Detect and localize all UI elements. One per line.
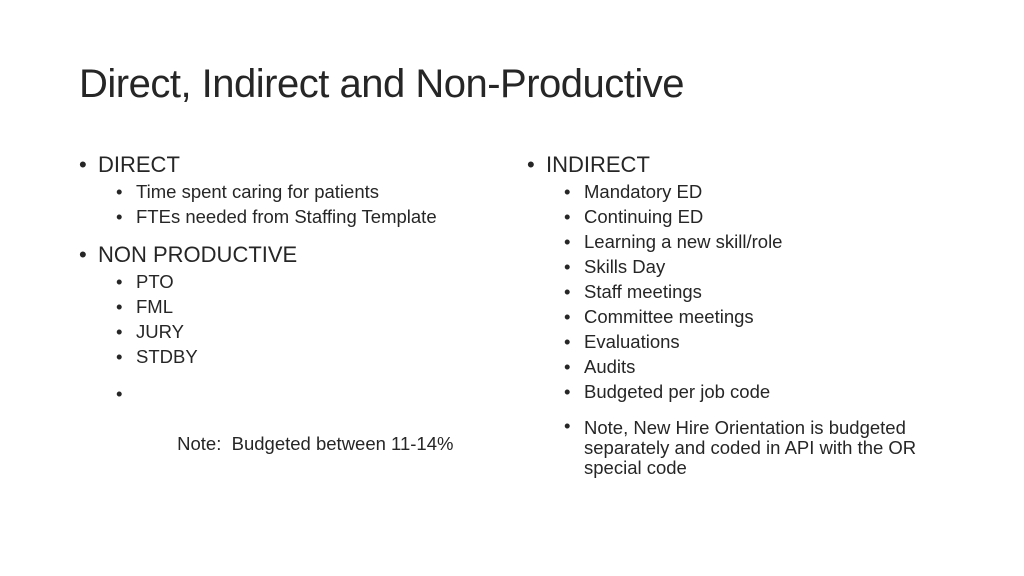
slide-title: Direct, Indirect and Non-Productive [79,62,684,106]
list-item [79,179,499,204]
non-productive-section [79,241,499,481]
direct-heading [79,151,499,179]
bullet-icon: • [564,281,571,302]
list-item-text: PTO [136,271,174,292]
direct-section [79,151,499,229]
bullet-icon: • [564,415,571,436]
list-item [79,344,499,369]
bullet-icon: • [564,381,571,402]
list-item-text: JURY [136,321,184,342]
bullet-icon: • [79,152,87,177]
bullet-icon: • [527,152,535,177]
bullet-icon: • [116,346,123,367]
list-item [527,379,967,404]
list-item [527,354,967,379]
list-item [527,304,967,329]
list-item [527,279,967,304]
list-item [79,204,499,229]
bullet-icon: • [564,356,571,377]
list-item-text: Audits [584,356,636,377]
list-item-text: Mandatory ED [584,181,703,202]
list-item-text: FTEs needed from Staffing Template [136,206,437,227]
bullet-icon: • [564,256,571,277]
bullet-icon: • [116,383,123,404]
bullet-icon: • [116,321,123,342]
non-productive-heading [79,241,499,269]
bullet-icon: • [564,331,571,352]
bullet-icon: • [564,206,571,227]
bullet-icon: • [564,306,571,327]
section-heading-text: INDIRECT [546,152,650,177]
note-text: Note, New Hire Orientation is budgeted separately and coded in API with the OR special code [584,417,917,478]
note-item [79,381,499,481]
list-item [527,179,967,204]
list-item [527,229,967,254]
list-item-text: Continuing ED [584,206,704,227]
bullet-icon: • [79,242,87,267]
section-heading-text: NON PRODUCTIVE [98,242,298,267]
right-column [527,151,967,478]
bullet-icon: • [116,296,123,317]
list-item-text: STDBY [136,346,198,367]
left-column [79,151,499,481]
list-item-text: Committee meetings [584,306,754,327]
list-item-text: Skills Day [584,256,666,277]
bullet-icon: • [564,181,571,202]
indirect-section [527,151,967,478]
bullet-icon: • [564,231,571,252]
bullet-icon: • [116,271,123,292]
list-item-text: Staff meetings [584,281,702,302]
bullet-icon: • [116,206,123,227]
note-text: Note: Budgeted between 11-14% [177,433,454,454]
list-item [527,254,967,279]
list-item-text: FML [136,296,173,317]
indirect-heading [527,151,967,179]
note-item [527,416,949,478]
list-item-text: Learning a new skill/role [584,231,783,252]
list-item [79,294,499,319]
list-item-text: Evaluations [584,331,680,352]
list-item [527,204,967,229]
section-heading-text: DIRECT [98,152,180,177]
list-item-text: Time spent caring for patients [136,181,380,202]
list-item [527,329,967,354]
list-item [79,319,499,344]
list-item [79,269,499,294]
list-item-text: Budgeted per job code [584,381,771,402]
bullet-icon: • [116,181,123,202]
